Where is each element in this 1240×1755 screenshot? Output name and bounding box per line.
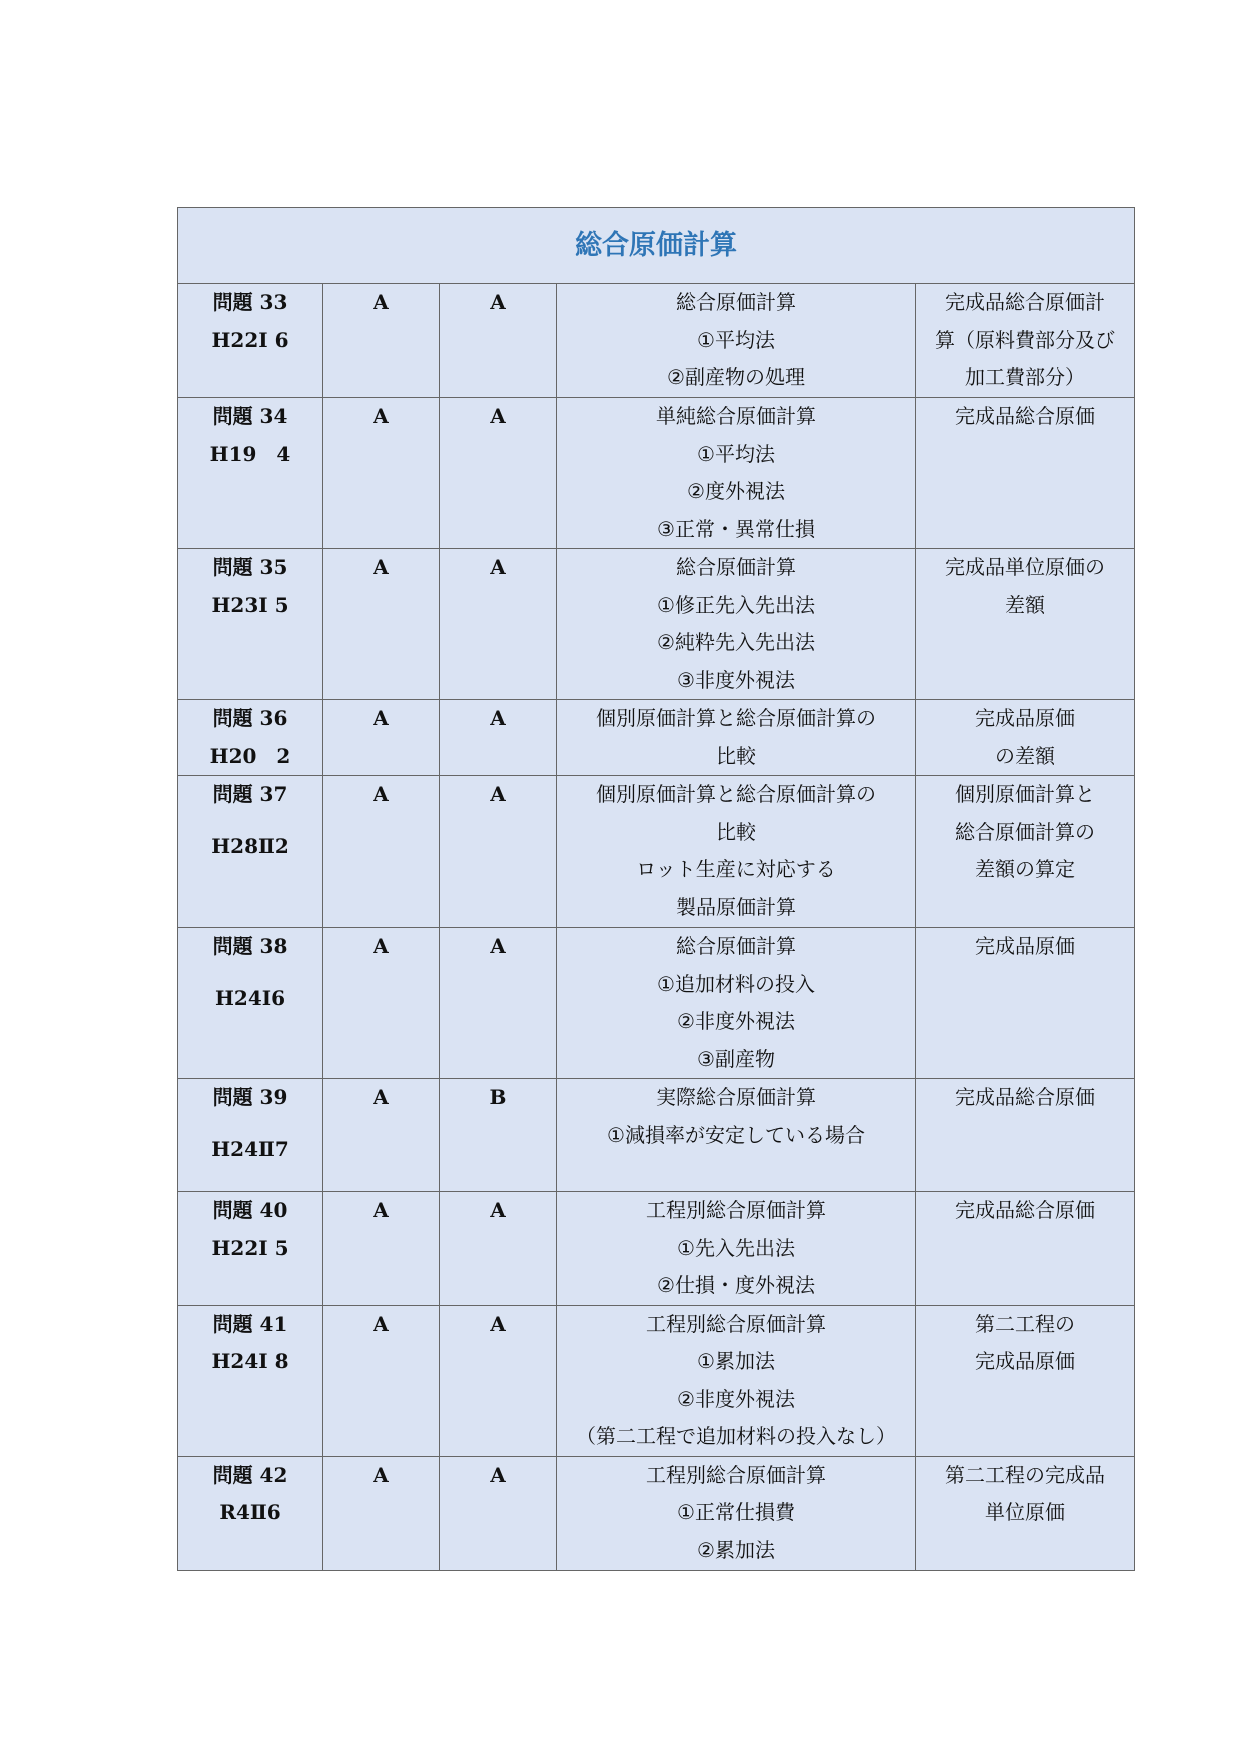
table-row — [178, 284, 1135, 398]
answer-line: 完成品原価 — [975, 1349, 1075, 1373]
answer-line: 第二工程の — [975, 1311, 1075, 1336]
answer-cell — [916, 549, 1135, 700]
topic-line: ①減損率が安定している場合 — [607, 1122, 865, 1147]
rank-a: A — [373, 706, 389, 730]
answer-line: 差額の算定 — [975, 857, 1075, 881]
rank-b-cell — [440, 700, 557, 776]
topic-cell — [557, 1079, 916, 1192]
rank-a: A — [373, 1311, 389, 1336]
rank-a-cell — [323, 700, 440, 776]
exam-code: H23I 5 — [211, 592, 289, 617]
topic-line: ②副産物の処理 — [667, 365, 805, 389]
rank-b-cell — [440, 1305, 557, 1456]
answer-cell — [916, 776, 1135, 928]
rank-b: A — [490, 934, 506, 958]
topic-line: 比較 — [716, 743, 756, 768]
rank-b-cell — [440, 1192, 557, 1306]
topic-line: 工程別総合原価計算 — [646, 1462, 826, 1487]
exam-code: H22I 6 — [211, 327, 289, 352]
topic-cell — [557, 1305, 916, 1456]
answer-line: の差額 — [995, 743, 1055, 768]
topic-line: ②累加法 — [697, 1537, 775, 1562]
problem-cell — [178, 398, 323, 549]
topic-cell — [557, 1192, 916, 1306]
topic-line: ②純粋先入先出法 — [657, 630, 815, 654]
cost-accounting-table — [177, 207, 1135, 1571]
topic-line: ②非度外視法 — [677, 1386, 795, 1411]
table-row — [178, 398, 1135, 549]
topic-line: ①追加材料の投入 — [657, 971, 815, 996]
exam-code: H24I 8 — [211, 1349, 289, 1373]
rank-b-cell — [440, 1079, 557, 1192]
rank-b-cell — [440, 549, 557, 700]
rank-a-cell — [323, 549, 440, 700]
rank-a: A — [373, 782, 389, 806]
rank-b: A — [490, 555, 506, 579]
problem-number: 問題 39 — [212, 1085, 288, 1109]
topic-line: （第二工程で追加材料の投入なし） — [576, 1424, 896, 1448]
rank-b-cell — [440, 928, 557, 1079]
exam-code: H22I 5 — [211, 1235, 289, 1260]
rank-a-cell — [323, 1192, 440, 1306]
rank-b: A — [490, 782, 506, 806]
topic-cell — [557, 549, 916, 700]
topic-line: 単純総合原価計算 — [656, 404, 816, 428]
problem-number: 問題 33 — [212, 290, 288, 314]
topic-line: ②度外視法 — [687, 479, 785, 503]
rank-a-cell — [323, 1305, 440, 1456]
answer-line: 算（原料費部分及び — [935, 327, 1115, 352]
answer-line: 総合原価計算の — [955, 819, 1095, 844]
rank-b: A — [490, 404, 506, 428]
rank-a: A — [373, 290, 389, 314]
topic-line: 工程別総合原価計算 — [646, 1311, 826, 1336]
answer-cell — [916, 1079, 1135, 1192]
problem-number: 問題 34 — [212, 404, 288, 428]
answer-line: 完成品原価 — [975, 706, 1075, 730]
table-row — [178, 776, 1135, 928]
problem-number: 問題 42 — [212, 1462, 288, 1487]
topic-cell — [557, 700, 916, 776]
problem-cell — [178, 776, 323, 928]
table-row — [178, 1192, 1135, 1306]
problem-cell — [178, 1305, 323, 1456]
topic-line: 実際総合原価計算 — [656, 1085, 816, 1109]
problem-number: 問題 41 — [212, 1311, 288, 1336]
table-title: 総合原価計算 — [178, 208, 1135, 284]
rank-a: A — [373, 1198, 389, 1222]
topic-line: ①平均法 — [697, 327, 775, 352]
topic-line: ①修正先入先出法 — [657, 592, 815, 617]
topic-cell — [557, 928, 916, 1079]
rank-a-cell — [323, 1456, 440, 1570]
rank-a: A — [373, 1085, 389, 1109]
table-row — [178, 928, 1135, 1079]
table-row — [178, 549, 1135, 700]
answer-cell — [916, 700, 1135, 776]
rank-a: A — [373, 1462, 389, 1487]
rank-a-cell — [323, 284, 440, 398]
problem-cell — [178, 700, 323, 776]
topic-line: 総合原価計算 — [676, 934, 796, 958]
rank-b: A — [490, 706, 506, 730]
answer-line: 個別原価計算と — [955, 782, 1095, 806]
rank-b-cell — [440, 398, 557, 549]
answer-line: 加工費部分） — [965, 365, 1085, 389]
rank-a-cell — [323, 1079, 440, 1192]
rank-b-cell — [440, 776, 557, 928]
problem-number: 問題 37 — [212, 782, 288, 806]
problem-cell — [178, 1079, 323, 1192]
topic-line: ①累加法 — [697, 1349, 775, 1373]
rank-a-cell — [323, 928, 440, 1079]
problem-number: 問題 40 — [212, 1198, 288, 1222]
topic-cell — [557, 776, 916, 928]
topic-line: 個別原価計算と総合原価計算の — [596, 782, 876, 806]
rank-a-cell — [323, 776, 440, 928]
problem-cell — [178, 1192, 323, 1306]
exam-code: R4Ⅱ6 — [219, 1500, 281, 1524]
problem-cell — [178, 928, 323, 1079]
topic-line: 工程別総合原価計算 — [646, 1198, 826, 1222]
answer-cell — [916, 928, 1135, 1079]
answer-line: 完成品原価 — [975, 934, 1075, 958]
rank-b: A — [490, 1462, 506, 1487]
rank-b-cell — [440, 1456, 557, 1570]
exam-code: H20 2 — [209, 743, 291, 768]
answer-cell — [916, 1456, 1135, 1570]
rank-b: A — [490, 290, 506, 314]
exam-code: H28Ⅱ2 — [211, 833, 289, 858]
rank-a: A — [373, 934, 389, 958]
topic-line: 総合原価計算 — [676, 290, 796, 314]
topic-line: ③副産物 — [697, 1046, 775, 1071]
topic-line: ③非度外視法 — [677, 667, 795, 692]
topic-line: ②非度外視法 — [677, 1009, 795, 1033]
rank-a: A — [373, 555, 389, 579]
problem-cell — [178, 1456, 323, 1570]
topic-line: ロット生産に対応する — [636, 857, 836, 881]
table-row — [178, 1456, 1135, 1570]
answer-line: 単位原価 — [985, 1500, 1065, 1524]
answer-cell — [916, 1192, 1135, 1306]
topic-line: ②仕損・度外視法 — [657, 1273, 815, 1297]
answer-cell — [916, 284, 1135, 398]
rank-b: A — [490, 1198, 506, 1222]
topic-line: 比較 — [716, 819, 756, 844]
table-row — [178, 1305, 1135, 1456]
topic-line: 総合原価計算 — [676, 555, 796, 579]
answer-line: 完成品総合原価 — [955, 404, 1095, 428]
rank-a-cell — [323, 398, 440, 549]
answer-cell — [916, 1305, 1135, 1456]
exam-code: H24Ⅱ7 — [211, 1136, 289, 1161]
problem-number: 問題 38 — [212, 934, 288, 958]
problem-cell — [178, 549, 323, 700]
problem-number: 問題 36 — [212, 706, 288, 730]
problem-cell — [178, 284, 323, 398]
answer-line: 完成品総合原価 — [955, 1198, 1095, 1222]
rank-b: B — [489, 1085, 507, 1109]
answer-cell — [916, 398, 1135, 549]
answer-line: 完成品総合原価計 — [945, 290, 1105, 314]
problem-number: 問題 35 — [212, 555, 288, 579]
exam-code: H19 4 — [209, 441, 291, 466]
topic-cell — [557, 1456, 916, 1570]
rank-b: A — [490, 1311, 506, 1336]
topic-cell — [557, 284, 916, 398]
topic-line: ③正常・異常仕損 — [657, 516, 815, 541]
answer-line: 完成品単位原価の — [945, 555, 1105, 579]
answer-line: 完成品総合原価 — [955, 1085, 1095, 1109]
topic-line: ①平均法 — [697, 441, 775, 466]
topic-line: ①先入先出法 — [677, 1235, 795, 1260]
topic-line: ①正常仕損費 — [677, 1500, 795, 1524]
table-row — [178, 1079, 1135, 1192]
topic-line: 個別原価計算と総合原価計算の — [596, 706, 876, 730]
topic-cell — [557, 398, 916, 549]
answer-line: 差額 — [1005, 592, 1045, 617]
table-row — [178, 700, 1135, 776]
rank-b-cell — [440, 284, 557, 398]
rank-a: A — [373, 404, 389, 428]
topic-line: 製品原価計算 — [676, 894, 796, 919]
exam-code: H24Ⅰ6 — [215, 985, 285, 1010]
answer-line: 第二工程の完成品 — [945, 1462, 1105, 1487]
